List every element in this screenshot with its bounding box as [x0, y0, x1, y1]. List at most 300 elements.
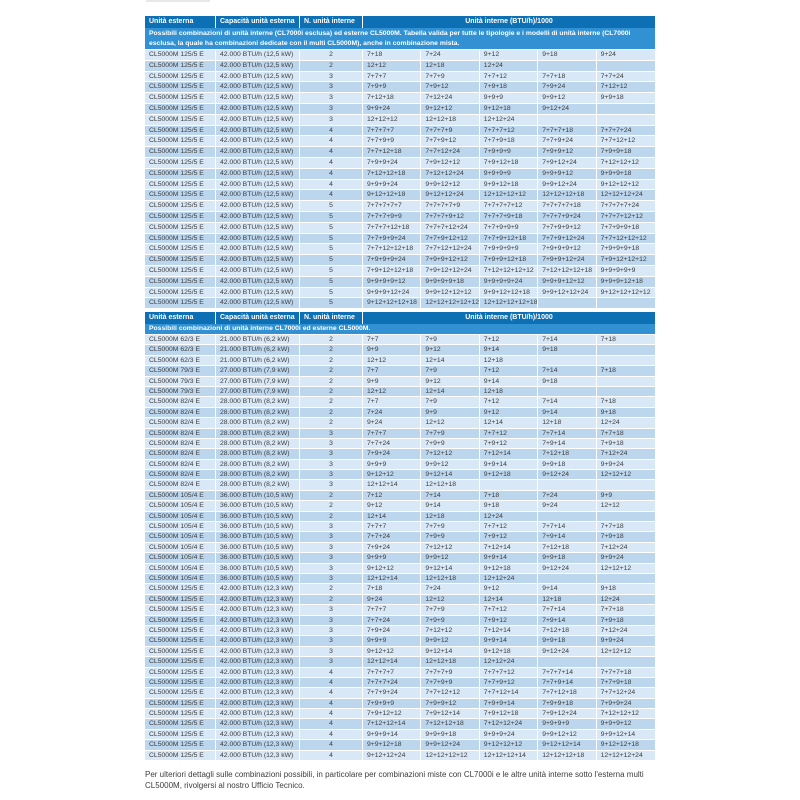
combo-cell: 12+18: [538, 418, 596, 427]
count-cell: 4: [300, 719, 363, 728]
unit-cell: CL5000M 82/4 E: [145, 408, 216, 417]
combo-cell: 7+12+12: [421, 449, 479, 458]
unit-cell: CL5000M 105/4 E: [145, 501, 216, 510]
combo-cell: 7+7+12+24: [421, 147, 479, 157]
count-cell: 4: [300, 688, 363, 697]
combo-cell: 9+14: [480, 377, 538, 386]
table-header-row: [145, 16, 655, 28]
unit-cell: CL5000M 125/5 E: [145, 201, 216, 211]
combo-cell: 7+7+7+12+12: [597, 212, 655, 222]
unit-cell: CL5000M 125/5 E: [145, 234, 216, 244]
count-cell: 5: [300, 288, 363, 298]
combo-cell: 7+24: [538, 491, 596, 500]
combo-cell: 7+9+9+14: [480, 699, 538, 708]
combo-cell: 9+12: [480, 584, 538, 593]
combo-cell: [597, 298, 655, 308]
count-cell: 4: [300, 147, 363, 157]
combo-cell: 7+7+9+12+12: [421, 234, 479, 244]
combo-cell: 7+7+7+12+24: [421, 223, 479, 233]
combo-cell: 7+7+9+12+24: [538, 234, 596, 244]
combo-cell: 12+12: [421, 595, 479, 604]
combo-cell: 7+7+9+9: [363, 136, 421, 146]
combo-cell: 7+7+7: [363, 605, 421, 614]
count-cell: 3: [300, 480, 363, 489]
combo-cell: 7+7+12+18: [363, 147, 421, 157]
capacity-cell: 42.000 BTU/h (12,3 kW): [216, 605, 300, 614]
combo-cell: 9+12: [421, 377, 479, 386]
column-header-capacity: Capacità unità esterna: [216, 312, 300, 324]
combo-cell: 9+9+12+24: [538, 180, 596, 190]
table-body: [145, 335, 655, 760]
unit-cell: CL5000M 125/5 E: [145, 223, 216, 233]
combo-cell: 7+7+14: [538, 605, 596, 614]
count-cell: 2: [300, 512, 363, 521]
combo-cell: 9+9+9: [363, 636, 421, 645]
capacity-cell: 42.000 BTU/h (12,5 kW): [216, 136, 300, 146]
unit-cell: CL5000M 82/4 E: [145, 480, 216, 489]
unit-cell: CL5000M 125/5 E: [145, 678, 216, 687]
unit-cell: CL5000M 82/4 E: [145, 439, 216, 448]
combo-cell: 9+9+9+24: [363, 180, 421, 190]
table-row: [145, 740, 655, 749]
combo-cell: 9+12: [480, 50, 538, 60]
table-row: [145, 345, 655, 354]
capacity-cell: 42.000 BTU/h (12,3 kW): [216, 616, 300, 625]
combo-cell: 9+9+9+18: [597, 169, 655, 179]
combo-cell: 9+12+12+12: [480, 740, 538, 749]
table-row: [145, 553, 655, 562]
capacity-cell: 42.000 BTU/h (12,5 kW): [216, 201, 300, 211]
combo-cell: 12+14: [421, 387, 479, 396]
table-note: Possibili combinazioni di unità interne (CL7000i esclusa) ed esterne CL5000M. Tabella valida per tutte le tipologie e i modelli di unità interne (CL7000i esclusa, la quale ha combinazioni dedicate con il multi CL5000M), anche in combinazione mista.: [145, 28, 655, 49]
combo-cell: [597, 377, 655, 386]
combo-cell: 7+7+24: [363, 439, 421, 448]
unit-cell: CL5000M 125/5 E: [145, 298, 216, 308]
capacity-cell: 36.000 BTU/h (10,5 kW): [216, 574, 300, 583]
capacity-cell: 42.000 BTU/h (12,5 kW): [216, 244, 300, 254]
unit-cell: CL5000M 105/4 E: [145, 553, 216, 562]
combo-cell: 9+9+24: [597, 553, 655, 562]
capacity-cell: 28.000 BTU/h (8,2 kW): [216, 480, 300, 489]
table-row: [145, 50, 655, 60]
combo-cell: 7+9+24: [538, 82, 596, 92]
capacity-cell: 42.000 BTU/h (12,3 kW): [216, 626, 300, 635]
table-row: [145, 709, 655, 718]
table-row: [145, 751, 655, 760]
count-cell: 2: [300, 491, 363, 500]
combo-cell: 7+7+12: [480, 72, 538, 82]
combo-cell: [538, 574, 596, 583]
table-row: [145, 255, 655, 265]
combo-cell: 9+12+12: [363, 564, 421, 573]
combo-cell: 9+12+12: [363, 647, 421, 656]
count-cell: 5: [300, 234, 363, 244]
combo-cell: 9+9: [421, 408, 479, 417]
count-cell: 3: [300, 553, 363, 562]
capacity-cell: 42.000 BTU/h (12,5 kW): [216, 61, 300, 71]
combo-cell: 7+9+12+12+12: [597, 255, 655, 265]
combo-cell: 9+12: [421, 345, 479, 354]
combo-cell: 9+9+12: [421, 636, 479, 645]
count-cell: 5: [300, 255, 363, 265]
combo-cell: 7+7+7+7: [363, 126, 421, 136]
combo-cell: 7+7+18: [597, 429, 655, 438]
combo-cell: 7+7+7+14: [538, 668, 596, 677]
count-cell: 2: [300, 595, 363, 604]
combo-cell: 12+12+12: [363, 115, 421, 125]
table-row: [145, 512, 655, 521]
capacity-cell: 36.000 BTU/h (10,5 kW): [216, 512, 300, 521]
capacity-cell: 36.000 BTU/h (10,5 kW): [216, 501, 300, 510]
combo-cell: 9+12+12+12+18: [363, 298, 421, 308]
count-cell: 2: [300, 61, 363, 71]
capacity-cell: 27.000 BTU/h (7,9 kW): [216, 387, 300, 396]
combo-cell: 7+9+12: [480, 439, 538, 448]
table-body: [145, 50, 655, 308]
combo-cell: 12+12+12+18: [538, 751, 596, 760]
table-row: [145, 288, 655, 298]
capacity-cell: 36.000 BTU/h (10,5 kW): [216, 491, 300, 500]
combo-cell: 12+12: [363, 61, 421, 71]
count-cell: 4: [300, 730, 363, 739]
combo-cell: 7+7+9+24: [363, 688, 421, 697]
table-row: [145, 699, 655, 708]
combo-cell: 7+7+9: [421, 72, 479, 82]
capacity-cell: 42.000 BTU/h (12,5 kW): [216, 50, 300, 60]
combo-cell: 7+7+12+12+24: [421, 244, 479, 254]
column-header-indoor-count: N. unità interne: [300, 312, 363, 324]
combo-cell: [597, 387, 655, 396]
combo-cell: 9+12+14: [421, 647, 479, 656]
unit-cell: CL5000M 105/4 E: [145, 543, 216, 552]
count-cell: 5: [300, 212, 363, 222]
unit-cell: CL5000M 125/5 E: [145, 288, 216, 298]
unit-cell: CL5000M 125/5 E: [145, 180, 216, 190]
combo-cell: 12+12+12: [597, 647, 655, 656]
combo-cell: 7+7+14: [538, 522, 596, 531]
combo-cell: 12+18: [421, 512, 479, 521]
combo-cell: 7+18: [480, 491, 538, 500]
combo-cell: 12+24: [480, 61, 538, 71]
combo-cell: [597, 345, 655, 354]
count-cell: 3: [300, 93, 363, 103]
count-cell: 4: [300, 699, 363, 708]
combo-cell: 9+9+24: [363, 104, 421, 114]
combo-cell: 7+9+12+18: [480, 158, 538, 168]
combo-cell: 7+7+9+24: [538, 136, 596, 146]
count-cell: 4: [300, 740, 363, 749]
unit-cell: CL5000M 125/5 E: [145, 244, 216, 254]
combo-cell: 9+9+9: [363, 460, 421, 469]
count-cell: 4: [300, 709, 363, 718]
combo-cell: 7+9+9+24: [597, 699, 655, 708]
combo-cell: 12+14: [421, 356, 479, 365]
count-cell: 4: [300, 668, 363, 677]
combo-cell: 7+12+24: [421, 93, 479, 103]
combo-cell: [538, 115, 596, 125]
combo-cell: 7+9+14: [538, 439, 596, 448]
table-row: [145, 158, 655, 168]
combo-cell: 9+9+9+12+18: [597, 277, 655, 287]
combo-cell: 9+9+24: [597, 460, 655, 469]
combo-cell: 12+12+12+12+12: [421, 298, 479, 308]
combo-cell: 7+9+9: [363, 82, 421, 92]
combo-cell: 7+9+9+18: [597, 147, 655, 157]
combo-cell: 7+7+7+9: [421, 668, 479, 677]
combo-cell: 9+12+12: [421, 104, 479, 114]
combo-cell: 7+7+12+14: [480, 688, 538, 697]
combo-cell: 7+12+12+24: [421, 169, 479, 179]
capacity-cell: 42.000 BTU/h (12,5 kW): [216, 255, 300, 265]
capacity-cell: 42.000 BTU/h (12,5 kW): [216, 169, 300, 179]
unit-cell: CL5000M 82/4 E: [145, 418, 216, 427]
unit-cell: CL5000M 125/5 E: [145, 595, 216, 604]
table-row: [145, 72, 655, 82]
combo-cell: 7+7+7+7+9: [421, 201, 479, 211]
capacity-cell: 42.000 BTU/h (12,3 kW): [216, 647, 300, 656]
combo-cell: 12+12+24: [480, 115, 538, 125]
unit-cell: CL5000M 125/5 E: [145, 668, 216, 677]
count-cell: 3: [300, 82, 363, 92]
unit-cell: CL5000M 125/5 E: [145, 126, 216, 136]
count-cell: 3: [300, 543, 363, 552]
count-cell: 3: [300, 470, 363, 479]
combo-cell: 7+9+12+12: [421, 158, 479, 168]
unit-cell: CL5000M 79/3 E: [145, 366, 216, 375]
combo-cell: 7+9+9+9: [363, 699, 421, 708]
combo-cell: 7+7+24: [363, 616, 421, 625]
unit-cell: CL5000M 125/5 E: [145, 647, 216, 656]
combo-cell: 9+9+12: [421, 553, 479, 562]
combo-cell: [597, 574, 655, 583]
capacity-cell: 42.000 BTU/h (12,5 kW): [216, 126, 300, 136]
capacity-cell: 42.000 BTU/h (12,3 kW): [216, 719, 300, 728]
combo-cell: 7+18: [597, 366, 655, 375]
combo-cell: 9+18: [480, 501, 538, 510]
combo-cell: 7+7+7+12+18: [363, 223, 421, 233]
count-cell: 3: [300, 647, 363, 656]
combo-cell: 9+9+12+14: [597, 730, 655, 739]
table-row: [145, 201, 655, 211]
capacity-cell: 42.000 BTU/h (12,3 kW): [216, 595, 300, 604]
combo-cell: 7+12+24: [597, 449, 655, 458]
unit-cell: CL5000M 125/5 E: [145, 158, 216, 168]
combo-cell: 7+12+24: [597, 626, 655, 635]
unit-cell: CL5000M 125/5 E: [145, 212, 216, 222]
combo-cell: [538, 387, 596, 396]
column-header-indoor-units: Unità interne (BTU/h)/1000: [363, 312, 655, 324]
combo-cell: 9+24: [538, 501, 596, 510]
combo-cell: 12+12+14: [363, 657, 421, 666]
table-row: [145, 449, 655, 458]
capacity-cell: 42.000 BTU/h (12,3 kW): [216, 636, 300, 645]
combo-cell: 7+14: [538, 366, 596, 375]
combo-cell: 12+18: [538, 595, 596, 604]
combo-cell: 7+7+7+24: [363, 678, 421, 687]
unit-cell: CL5000M 125/5 E: [145, 584, 216, 593]
combo-cell: 9+9+18: [597, 93, 655, 103]
table-row: [145, 636, 655, 645]
combo-cell: 7+9: [421, 366, 479, 375]
unit-cell: CL5000M 105/4 E: [145, 574, 216, 583]
count-cell: 3: [300, 522, 363, 531]
combo-cell: 7+9+24: [363, 449, 421, 458]
combo-cell: 7+12+18: [538, 543, 596, 552]
count-cell: 5: [300, 266, 363, 276]
capacity-cell: 36.000 BTU/h (10,5 kW): [216, 543, 300, 552]
capacity-cell: 42.000 BTU/h (12,5 kW): [216, 266, 300, 276]
combo-cell: 7+7+9+18: [480, 136, 538, 146]
combo-cell: 12+12+18: [421, 115, 479, 125]
combo-cell: 9+9+12+12+24: [538, 288, 596, 298]
combo-cell: 7+9+9+12: [538, 147, 596, 157]
table-row: [145, 61, 655, 71]
capacity-cell: 42.000 BTU/h (12,5 kW): [216, 288, 300, 298]
combo-cell: 9+9+12: [421, 460, 479, 469]
capacity-cell: 36.000 BTU/h (10,5 kW): [216, 522, 300, 531]
combo-cell: 7+14: [538, 397, 596, 406]
unit-cell: CL5000M 125/5 E: [145, 82, 216, 92]
table-row: [145, 730, 655, 739]
capacity-cell: 27.000 BTU/h (7,9 kW): [216, 377, 300, 386]
table-row: [145, 595, 655, 604]
unit-cell: CL5000M 62/3 E: [145, 335, 216, 344]
combo-cell: 7+7+7+12: [480, 126, 538, 136]
unit-cell: CL5000M 125/5 E: [145, 190, 216, 200]
combo-cell: 7+9+9+24: [363, 158, 421, 168]
combo-cell: [597, 512, 655, 521]
capacity-cell: 36.000 BTU/h (10,5 kW): [216, 532, 300, 541]
combo-cell: 7+12+12: [421, 626, 479, 635]
combo-cell: 9+18: [538, 50, 596, 60]
unit-cell: CL5000M 125/5 E: [145, 605, 216, 614]
table-row: [145, 480, 655, 489]
combo-cell: 12+12+12+12+18: [480, 298, 538, 308]
combo-cell: 7+12+12+14: [363, 719, 421, 728]
capacity-cell: 28.000 BTU/h (8,2 kW): [216, 408, 300, 417]
combo-cell: 7+7+7+18: [597, 668, 655, 677]
combo-cell: 12+12+14: [363, 574, 421, 583]
capacity-cell: 28.000 BTU/h (8,2 kW): [216, 429, 300, 438]
unit-cell: CL5000M 82/4 E: [145, 470, 216, 479]
count-cell: 4: [300, 190, 363, 200]
table-row: [145, 439, 655, 448]
combo-cell: 12+24: [597, 418, 655, 427]
combo-cell: 9+9+9+9+24: [480, 277, 538, 287]
combo-cell: 7+12+12+12+18: [538, 266, 596, 276]
combo-cell: 7+7+7: [363, 429, 421, 438]
table-row: [145, 429, 655, 438]
combo-cell: 9+9+12+24: [421, 740, 479, 749]
unit-cell: CL5000M 125/5 E: [145, 616, 216, 625]
combo-cell: 7+7+12+18: [538, 688, 596, 697]
count-cell: 4: [300, 126, 363, 136]
combo-cell: 7+7+12+12: [421, 688, 479, 697]
combo-cell: [538, 298, 596, 308]
table-row: [145, 616, 655, 625]
table-row: [145, 93, 655, 103]
unit-cell: CL5000M 125/5 E: [145, 61, 216, 71]
combo-cell: 7+7: [363, 335, 421, 344]
combo-cell: 9+9+9+9+18: [421, 277, 479, 287]
count-cell: 2: [300, 50, 363, 60]
combo-cell: 12+18: [480, 356, 538, 365]
capacity-cell: 28.000 BTU/h (8,2 kW): [216, 418, 300, 427]
combo-cell: 7+9+9+12+18: [480, 255, 538, 265]
unit-cell: CL5000M 82/4 E: [145, 429, 216, 438]
table-row: [145, 491, 655, 500]
table-row: [145, 180, 655, 190]
capacity-cell: 28.000 BTU/h (8,2 kW): [216, 460, 300, 469]
combo-cell: 9+9+18: [538, 460, 596, 469]
combo-cell: 7+7+9+9: [421, 678, 479, 687]
table-row: [145, 234, 655, 244]
combo-cell: 9+12: [363, 501, 421, 510]
combo-cell: 7+7+7+12: [480, 668, 538, 677]
unit-cell: CL5000M 105/4 E: [145, 532, 216, 541]
combo-cell: 7+9+24: [363, 626, 421, 635]
combo-cell: 7+7+7+9+24: [538, 212, 596, 222]
table-row: [145, 584, 655, 593]
unit-cell: CL5000M 82/4 E: [145, 449, 216, 458]
unit-cell: CL5000M 125/5 E: [145, 626, 216, 635]
unit-cell: CL5000M 105/4 E: [145, 512, 216, 521]
combo-cell: 7+12+14: [480, 449, 538, 458]
combo-cell: 12+12: [363, 387, 421, 396]
table-row: [145, 574, 655, 583]
unit-cell: CL5000M 125/5 E: [145, 740, 216, 749]
combo-cell: 9+12+12+18: [363, 190, 421, 200]
combo-cell: 9+9+9+12: [538, 169, 596, 179]
combo-cell: 7+12+14: [480, 626, 538, 635]
combo-cell: 7+9+9: [421, 439, 479, 448]
combo-cell: 9+18: [538, 345, 596, 354]
table-row: [145, 657, 655, 666]
combo-cell: 12+14: [480, 418, 538, 427]
count-cell: 4: [300, 751, 363, 760]
combo-cell: 7+12+12+24: [480, 719, 538, 728]
combo-cell: 9+12+12: [363, 470, 421, 479]
count-cell: 5: [300, 223, 363, 233]
combo-cell: 7+7+9+9+24: [363, 234, 421, 244]
count-cell: 2: [300, 366, 363, 375]
table-row: [145, 647, 655, 656]
table-row: [145, 212, 655, 222]
table-row: [145, 532, 655, 541]
count-cell: 3: [300, 72, 363, 82]
combo-cell: 9+24: [363, 595, 421, 604]
combo-cell: 9+12+24: [538, 470, 596, 479]
combo-cell: 12+12+24: [480, 574, 538, 583]
capacity-cell: 42.000 BTU/h (12,5 kW): [216, 223, 300, 233]
combo-cell: 9+9+12: [538, 93, 596, 103]
table-row: [145, 356, 655, 365]
unit-cell: CL5000M 62/3 E: [145, 345, 216, 354]
combo-cell: 7+9+18: [597, 532, 655, 541]
combo-cell: 7+7: [363, 366, 421, 375]
combo-cell: 9+12+12+24: [363, 751, 421, 760]
combo-cell: 7+7+9+12: [480, 678, 538, 687]
combo-cell: 7+7+9: [421, 522, 479, 531]
count-cell: 3: [300, 449, 363, 458]
count-cell: 2: [300, 356, 363, 365]
combo-cell: 7+7+12: [480, 522, 538, 531]
table-row: [145, 169, 655, 179]
combo-cell: [597, 480, 655, 489]
combo-cell: 9+12: [480, 408, 538, 417]
table-row: [145, 387, 655, 396]
combo-cell: 7+7+7+7+12: [480, 201, 538, 211]
